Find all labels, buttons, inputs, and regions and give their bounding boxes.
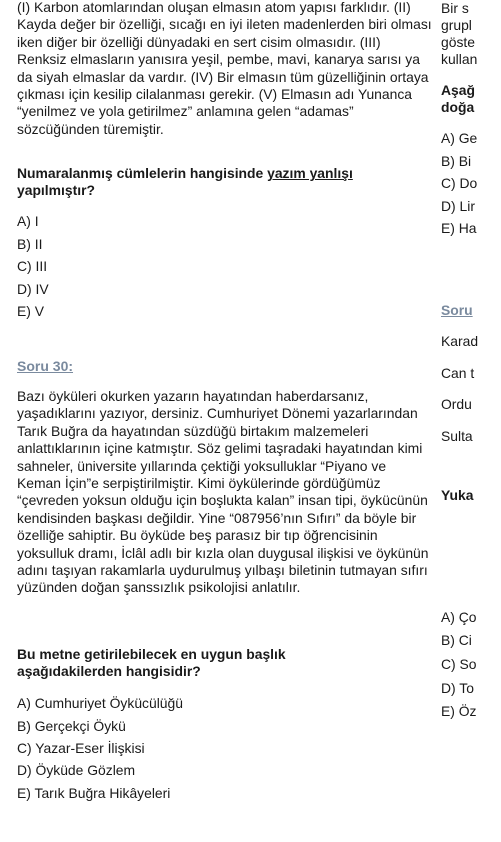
right-name-line: Ordu <box>441 396 472 412</box>
right-option[interactable]: E) Öz <box>441 703 477 719</box>
option-1-b[interactable]: B) II <box>17 236 43 252</box>
question-baslik: Bu metne getirilebilecek en uygun başlık aşağıdakilerden hangisidir? <box>17 646 286 680</box>
right-option[interactable]: B) Bi <box>441 153 472 169</box>
option-2-a[interactable]: A) Cumhuriyet Öykücülüğü <box>17 695 183 711</box>
question-yazim-post: yapılmıştır? <box>17 182 95 199</box>
right-option[interactable]: B) Ci <box>441 632 472 648</box>
right-name-line: Can t <box>441 365 475 381</box>
right-name-line: Karad <box>441 333 479 349</box>
option-1-e[interactable]: E) V <box>17 303 45 319</box>
option-2-e[interactable]: E) Tarık Buğra Hikâyeleri <box>17 785 171 801</box>
right-text-line: Bir s <box>441 0 469 16</box>
right-option[interactable]: C) Do <box>441 175 478 191</box>
question-yazim-underlined: yazım yanlışı <box>267 165 353 181</box>
right-question-line: doğa <box>441 99 475 115</box>
right-option[interactable]: A) Ço <box>441 609 477 625</box>
question-yazim-pre: Numaralanmış cümlelerin hangisinde <box>17 165 268 181</box>
question-yazim <box>17 165 432 200</box>
right-option[interactable]: D) To <box>441 680 474 696</box>
soru-30-heading: Soru 30: <box>17 358 74 374</box>
right-text-line: göste <box>441 34 475 50</box>
right-question-line: Aşağ <box>441 82 475 98</box>
passage-tarik-bugra: Bazı öyküleri okurken yazarın hayatından haberdarsanız, yaşadıklarını yazıyor, dersiniz. Cumhuriyet Dönemi yazarlarından Tarık Buğra da hayatından süzdüğü birtakım malzemeleri anlattıklarının içine katmıştır. Söz gelimi taşradaki hayatından kimi sahneler, üniversite yıllarında çektiği yoksulluklar “Piyano ve Keman İçin”e serpiştirilmiştir. Kimi öykülerinde gördüğümüz “çevreden yoksun olduğu için boşlukta kalan” insan tipi, öykücünün kendisinden başkası değildir. Yine “087956’nın Sıfırı” da böyle bir özelliğe sahiptir. Bu öyküde beş parasız bir tıp öğrencisinin yoksulluk dramı, İclâl adlı bir kızla olan duygusal ilişkisi ve öykünün adını taşıyan rakamlarla uydurulmuş yılbaşı biletinin tutmayan sıfırı yüzünden doğan şanssızlık psikolojisi anlatılır. <box>17 388 429 596</box>
option-2-d[interactable]: D) Öyküde Gözlem <box>17 762 136 778</box>
right-soru-heading: Soru <box>441 302 473 318</box>
right-option[interactable]: A) Ge <box>441 130 478 146</box>
right-option[interactable]: D) Lir <box>441 198 475 214</box>
right-question-line: Yuka <box>441 487 474 503</box>
right-option[interactable]: C) So <box>441 656 477 672</box>
option-2-b[interactable]: B) Gerçekçi Öykü <box>17 718 126 734</box>
option-1-c[interactable]: C) III <box>17 258 48 274</box>
right-name-line: Sulta <box>441 428 473 444</box>
option-1-a[interactable]: A) I <box>17 213 39 229</box>
right-text-line: kullan <box>441 51 478 67</box>
right-option[interactable]: E) Ha <box>441 220 477 236</box>
option-2-c[interactable]: C) Yazar-Eser İlişkisi <box>17 740 145 756</box>
passage-elmas: (I) Karbon atomlarından oluşan elmasın atom yapısı farklıdır. (II) Kayda değer bir özelliği, sıcağı en iyi ileten madenlerden biri olması iken diğer bir özelliği dünyadaki en sert cisim olmasıdır. (III) Renksiz elmasların yanısıra yeşil, pembe, mavi, kanarya sarısı ya da siyah elmaslar da vardır. (IV) Bir elmasın tüm güzelliğinin ortaya çıkması için kesilip cilalanması gerekir. (V) Elmasın adı Yunanca “yenilmez ve yola getirilmez” anlamına gelen “adamas” sözcüğünden türemiştir. <box>17 0 432 137</box>
option-1-d[interactable]: D) IV <box>17 281 49 297</box>
right-text-line: grupl <box>441 17 472 33</box>
